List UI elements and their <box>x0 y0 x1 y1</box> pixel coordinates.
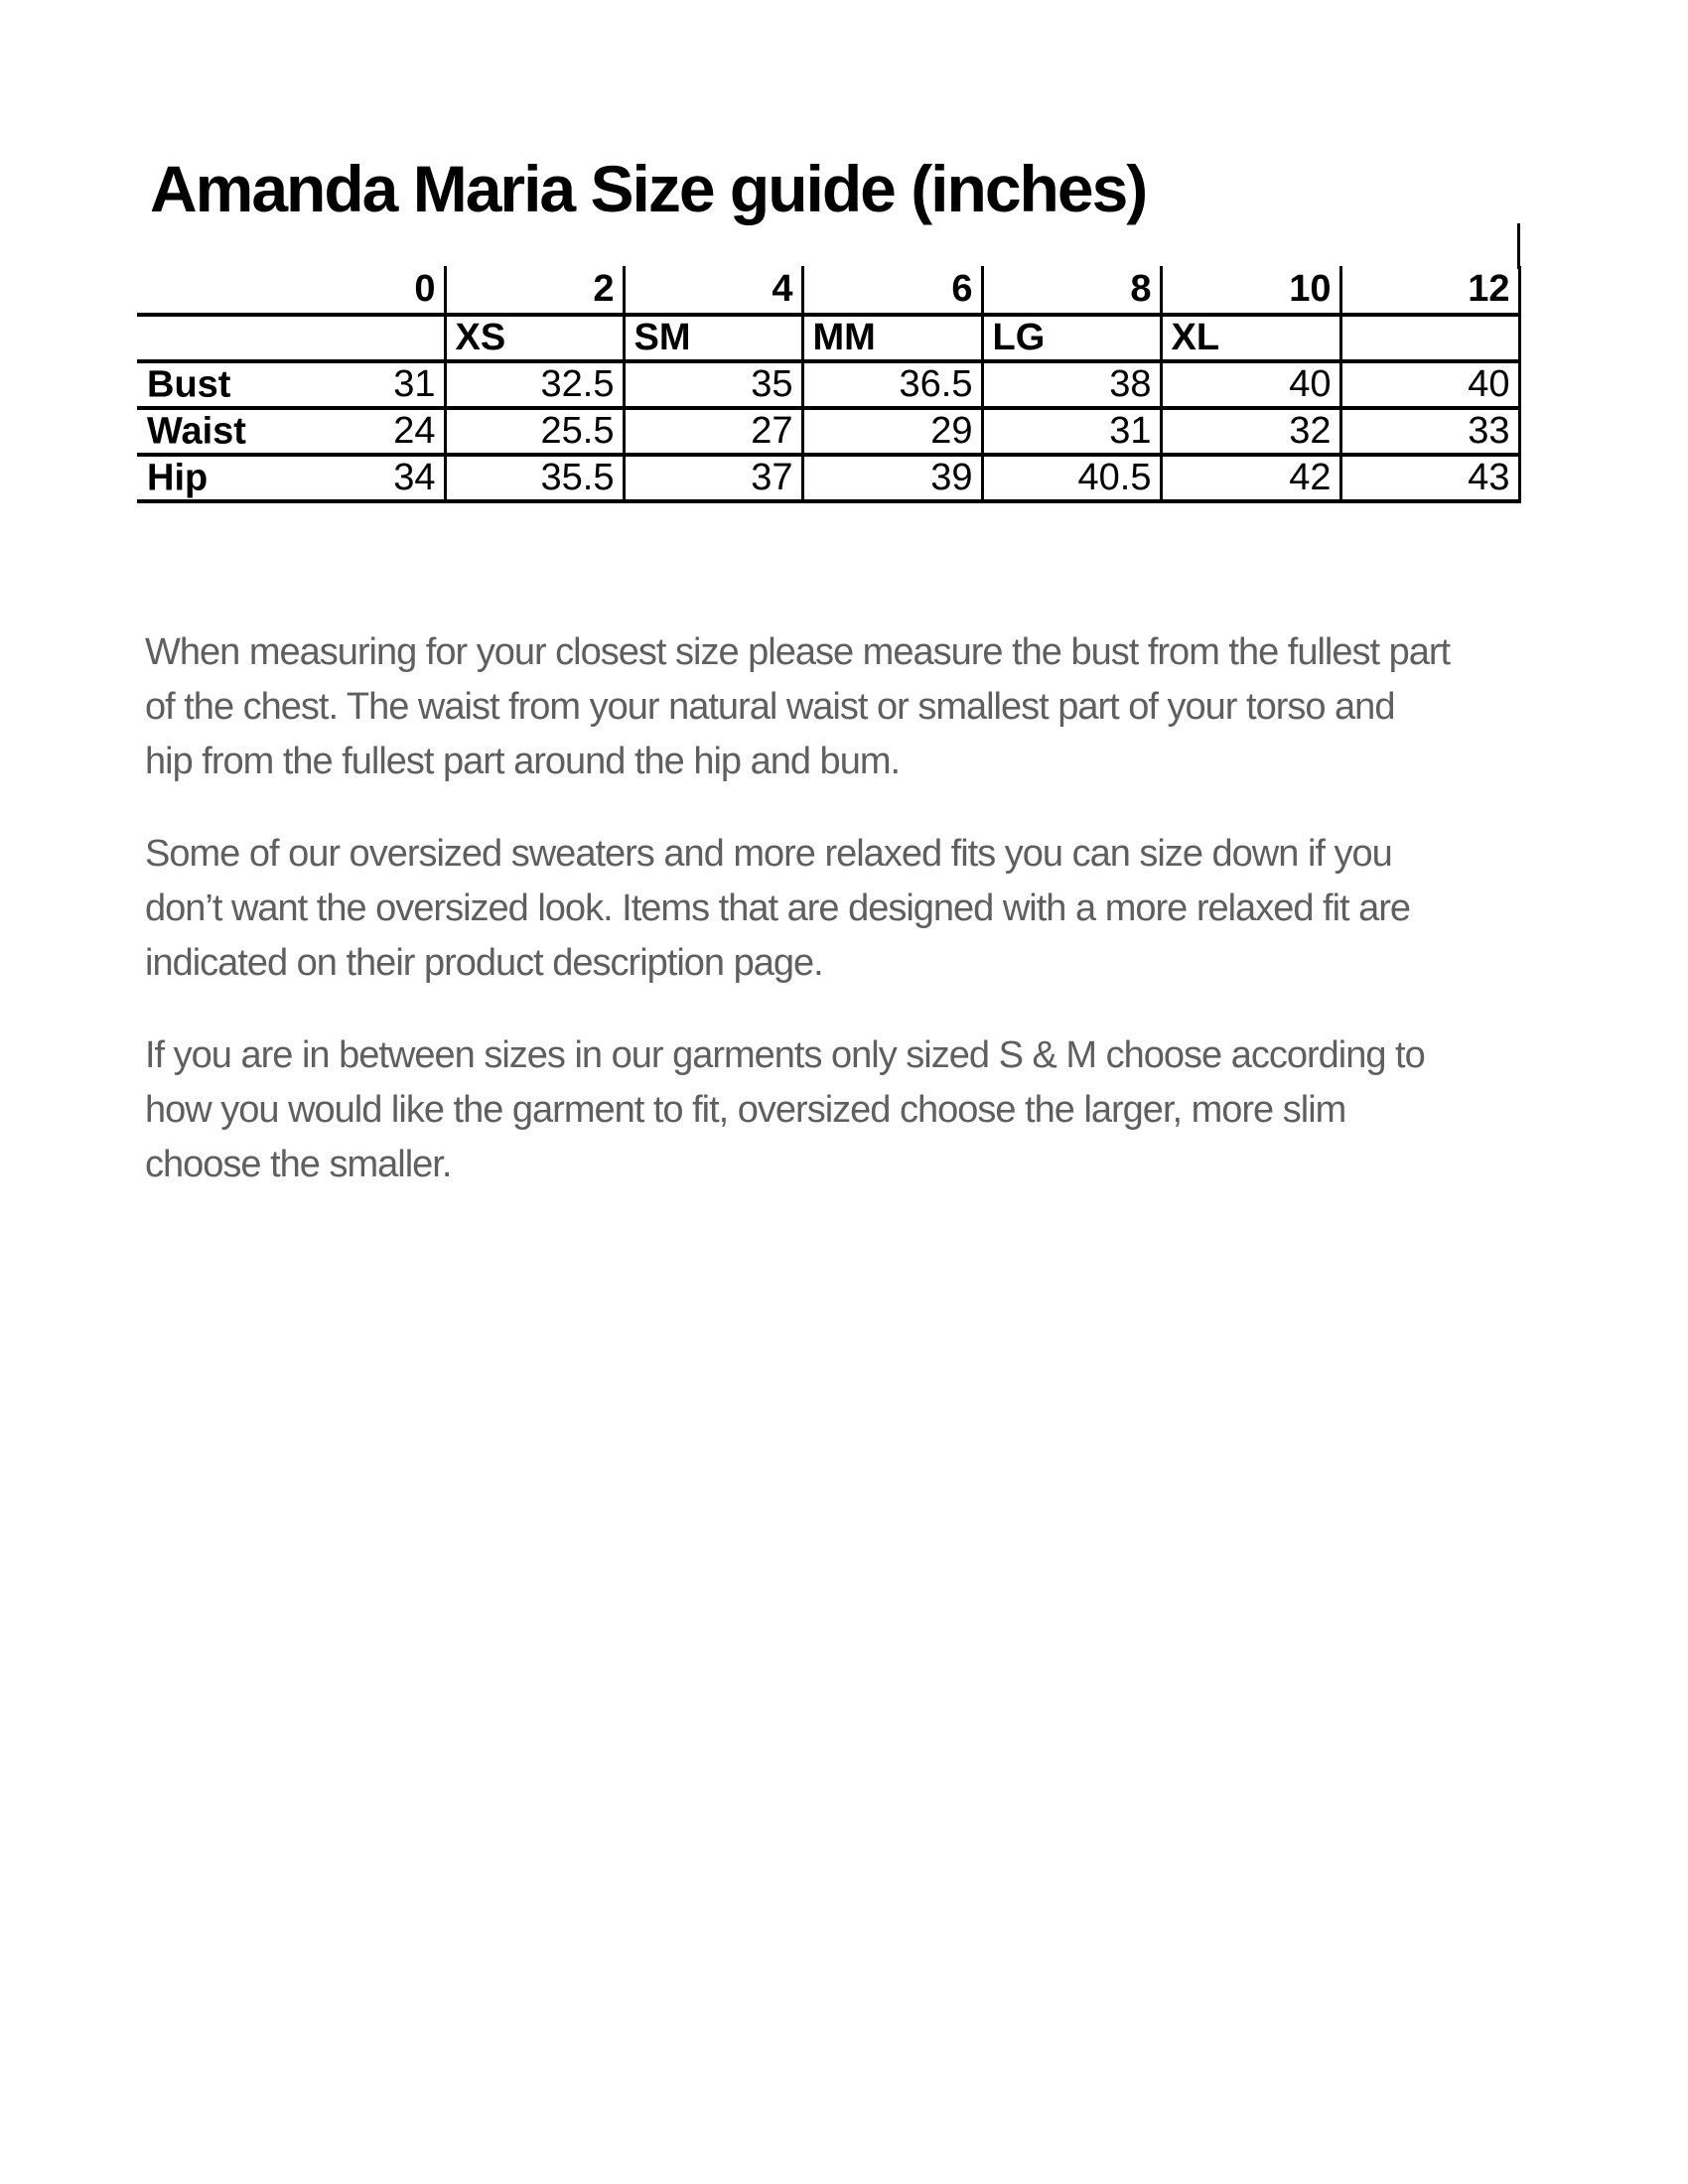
page-title: Amanda Maria Size guide (inches) <box>150 152 1147 225</box>
paragraph-line: how you would like the garment to fit, oversized choose the larger, more slim <box>145 1089 1346 1131</box>
measurement-value: 43 <box>1340 455 1519 501</box>
measurement-value: 32.5 <box>445 361 624 408</box>
paragraph-line: If you are in between sizes in our garments only sized S & M choose according to <box>145 1034 1425 1076</box>
paragraph-measuring-instructions <box>145 625 1605 789</box>
measurement-value: 24 <box>393 410 436 452</box>
measurement-value: 31 <box>393 363 436 405</box>
table-right-edge-line <box>1517 223 1520 269</box>
size-number-cell: 12 <box>1340 266 1519 315</box>
paragraph-line: hip from the fullest part around the hip and bum. <box>145 741 901 782</box>
measurement-value: 38 <box>982 361 1161 408</box>
measurement-value: 36.5 <box>802 361 982 408</box>
paragraph-line: choose the smaller. <box>145 1144 452 1185</box>
measurement-value: 33 <box>1340 408 1519 455</box>
size-number-row <box>137 266 1519 315</box>
size-number-cell: 4 <box>624 266 802 315</box>
size-number-cell: 8 <box>982 266 1161 315</box>
size-number-cell: 10 <box>1161 266 1340 315</box>
size-number-cell: 2 <box>445 266 624 315</box>
measurement-value: 40.5 <box>982 455 1161 501</box>
measurement-value: 25.5 <box>445 408 624 455</box>
size-table <box>137 266 1521 503</box>
size-name-cell: MM <box>802 315 982 361</box>
paragraph-between-sizes <box>145 1028 1605 1192</box>
measurement-row-bust <box>137 361 1519 408</box>
measurement-value: 42 <box>1161 455 1340 501</box>
measurement-value: 40 <box>1161 361 1340 408</box>
paragraph-line: When measuring for your closest size please measure the bust from the fullest part <box>145 631 1451 673</box>
measurement-label: Hip <box>147 457 209 498</box>
measurement-value: 39 <box>802 455 982 501</box>
measurement-row-waist <box>137 408 1519 455</box>
size-name-cell: SM <box>624 315 802 361</box>
measurement-value: 34 <box>393 457 436 498</box>
paragraph-oversized-fits <box>145 827 1605 991</box>
measurement-value: 35.5 <box>445 455 624 501</box>
paragraph-line: indicated on their product description page. <box>145 942 823 984</box>
body-text <box>145 625 1605 1230</box>
measurement-label: Waist <box>147 410 246 452</box>
measurement-value: 32 <box>1161 408 1340 455</box>
size-name-row <box>137 315 1519 361</box>
measurement-value: 37 <box>624 455 802 501</box>
paragraph-line: don’t want the oversized look. Items that are designed with a more relaxed fit are <box>145 887 1411 929</box>
paragraph-line: Some of our oversized sweaters and more relaxed fits you can size down if you <box>145 833 1392 875</box>
measurement-row-hip <box>137 455 1519 501</box>
paragraph-line: of the chest. The waist from your natural waist or smallest part of your torso and <box>145 686 1395 728</box>
measurement-value: 29 <box>802 408 982 455</box>
measurement-value: 31 <box>982 408 1161 455</box>
size-name-cell <box>1340 315 1519 361</box>
measurement-value: 40 <box>1340 361 1519 408</box>
size-name-cell: LG <box>982 315 1161 361</box>
size-number-cell: 0 <box>137 266 445 315</box>
size-name-cell <box>137 315 445 361</box>
size-table-container <box>137 266 1521 503</box>
measurement-value: 35 <box>624 361 802 408</box>
measurement-label: Bust <box>147 363 231 405</box>
size-name-cell: XS <box>445 315 624 361</box>
measurement-value: 27 <box>624 408 802 455</box>
size-number-cell: 6 <box>802 266 982 315</box>
size-name-cell: XL <box>1161 315 1340 361</box>
